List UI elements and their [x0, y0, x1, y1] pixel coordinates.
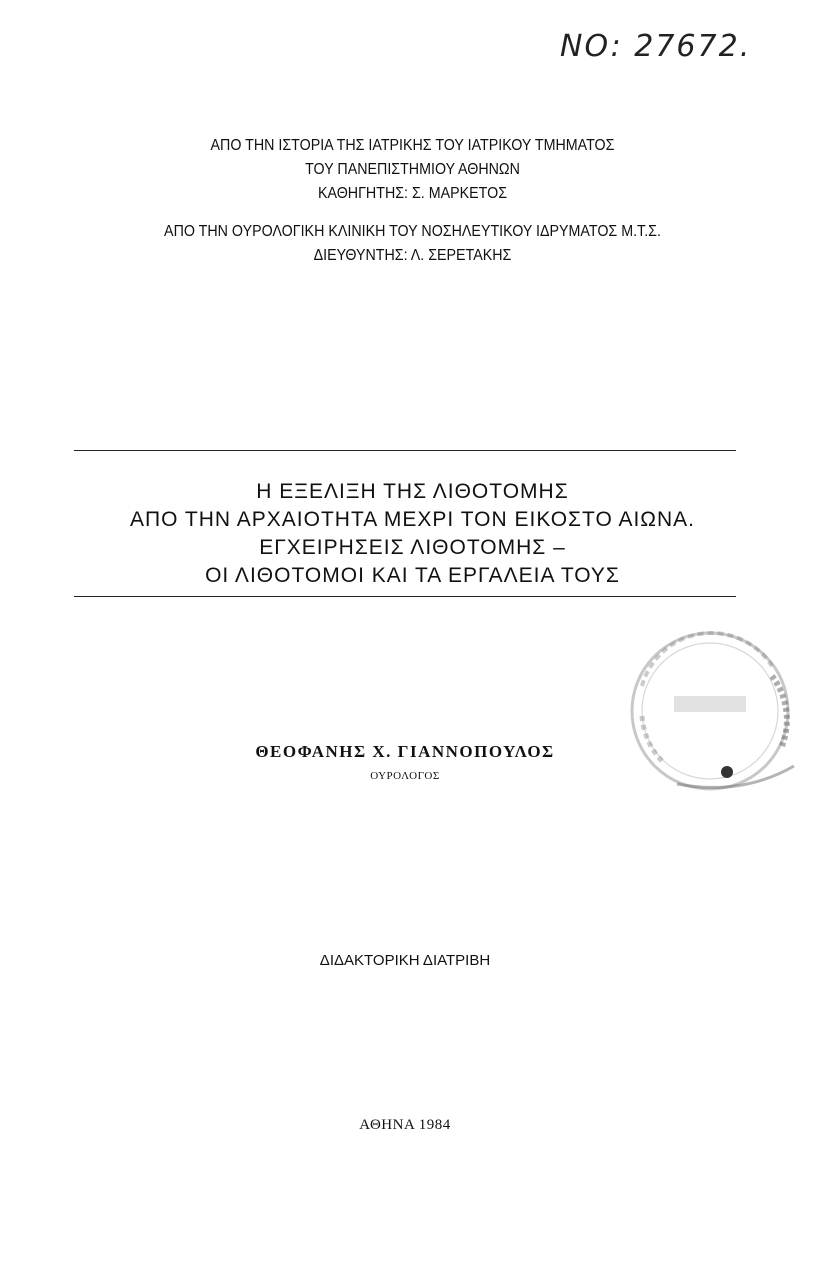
- title-line: Η ΕΞΕΛΙΞΗ ΤΗΣ ΛΙΘΟΤΟΜΗΣ: [256, 480, 569, 503]
- header-line: ΤΟΥ ΠΑΝΕΠΙΣΤΗΜΙΟΥ ΑΘΗΝΩΝ: [305, 161, 520, 178]
- title-line: ΕΓΧΕΙΡΗΣΕΙΣ ΛΙΘΟΤΟΜΗΣ –: [259, 536, 566, 559]
- author-name: ΘΕΟΦΑΝΗΣ Χ. ΓΙΑΝΝΟΠΟΥΛΟΣ: [255, 742, 555, 761]
- document-type: ΔΙΔΑΚΤΟΡΙΚΗ ΔΙΑΤΡΙΒΗ: [319, 952, 491, 969]
- header-line: ΑΠΟ ΤΗΝ ΟΥΡΟΛΟΓΙΚΗ ΚΛΙΝΙΚΗ ΤΟΥ ΝΟΣΗΛΕΥΤΙΚΟΥ ΙΔΡΥΜΑΤΟΣ Μ.Τ.Σ.: [164, 223, 661, 240]
- institution-header-1: [33, 134, 792, 206]
- place-and-year: ΑΘΗΝΑ 1984: [359, 1117, 451, 1133]
- handwritten-registration-number: [560, 20, 790, 70]
- institution-header-2: [33, 220, 792, 268]
- handwritten-note-text: NO: 27672.: [560, 29, 752, 64]
- title-divider-bottom: [74, 596, 736, 597]
- thesis-title: [0, 478, 825, 590]
- header-line: ΑΠΟ ΤΗΝ ΙΣΤΟΡΙΑ ΤΗΣ ΙΑΤΡΙΚΗΣ ΤΟΥ ΙΑΤΡΙΚΟΥ ΤΜΗΜΑΤΟΣ: [210, 137, 615, 154]
- header-line: ΚΑΘΗΓΗΤΗΣ: Σ. ΜΑΡΚΕΤΟΣ: [317, 185, 508, 202]
- title-divider-top: [74, 450, 736, 451]
- header-line: ΔΙΕΥΘΥΝΤΗΣ: Λ. ΣΕΡΕΤΑΚΗΣ: [313, 247, 512, 264]
- title-line: ΑΠΟ ΤΗΝ ΑΡΧΑΙΟΤΗΤΑ ΜΕΧΡΙ ΤΟΝ ΕΙΚΟΣΤΟ ΑΙΩΝΑ.: [129, 508, 696, 531]
- author-role: ΟΥΡΟΛΟΓΟΣ: [370, 770, 440, 782]
- title-line: ΟΙ ΛΙΘΟΤΟΜΟΙ ΚΑΙ ΤΑ ΕΡΓΑΛΕΙΑ ΤΟΥΣ: [205, 564, 620, 587]
